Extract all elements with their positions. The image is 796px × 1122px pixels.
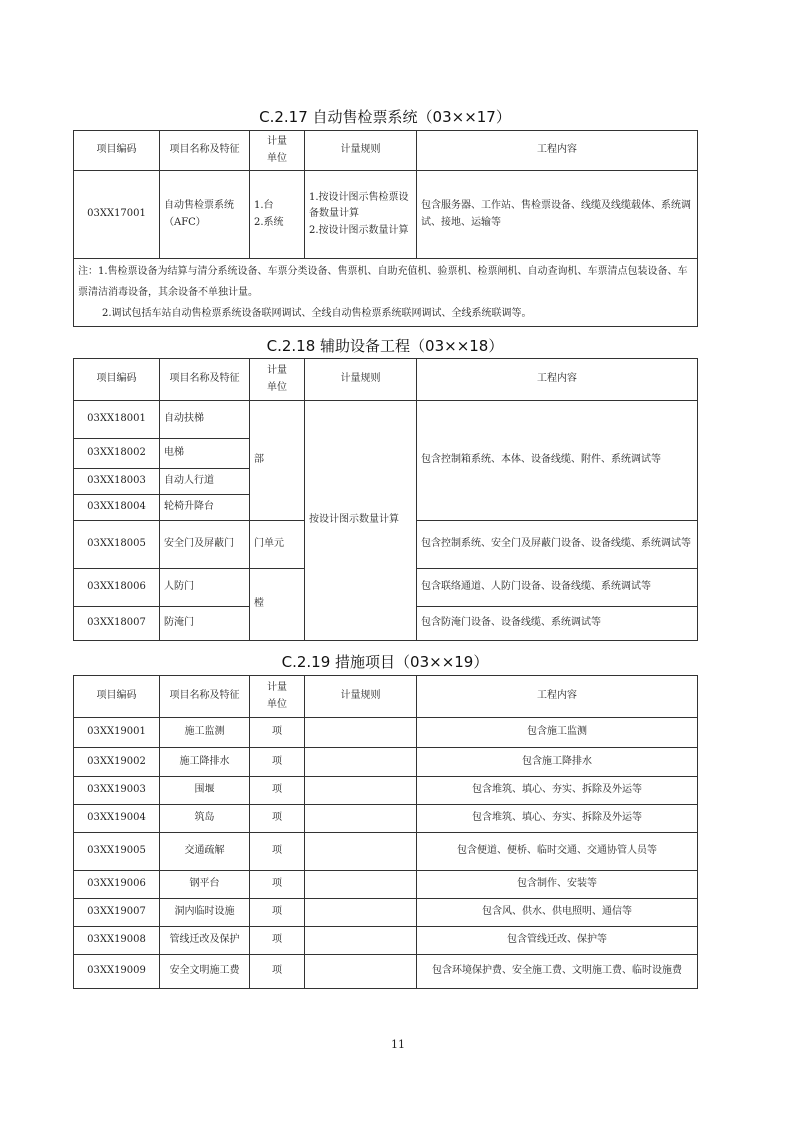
table-note-row [74,259,698,327]
row-code: 03XX19001 [74,718,160,748]
row-name: 人防门 [160,569,250,607]
row-name: 防淹门 [160,607,250,641]
page-number: 11 [391,1038,405,1051]
row-rule: 按设计图示数量计算 [305,401,417,641]
header-name: 项目名称及特征 [160,359,250,401]
section-title-c2-19: C.2.19 措施项目（03××19） [281,653,489,671]
header-rule: 计量规则 [305,131,417,171]
row-rule [305,777,417,805]
row-unit: 项 [250,833,305,871]
row-rule [305,871,417,899]
section-title-c2-17: C.2.17 自动售检票系统（03××17） [259,108,511,126]
row-content: 包含服务器、工作站、售检票设备、线缆及线缆载体、系统调试、接地、运输等 [417,171,698,259]
row-code: 03XX19005 [74,833,160,871]
row-name: 施工降排水 [160,748,250,777]
row-rule: 1.按设计图示售检票设备数量计算 2.按设计图示数量计算 [305,171,417,259]
table-row [74,805,698,833]
row-content: 包含防淹门设备、设备线缆、系统调试等 [417,607,698,641]
row-rule [305,927,417,955]
row-name: 自动售检票系统（AFC） [160,171,250,259]
table-c2-17 [73,130,698,327]
row-content: 包含堆筑、填心、夯实、拆除及外运等 [417,777,698,805]
table-row [74,748,698,777]
table-row [74,171,698,259]
row-code: 03XX17001 [74,171,160,259]
header-name: 项目名称及特征 [160,131,250,171]
row-name: 围堰 [160,777,250,805]
row-unit: 项 [250,871,305,899]
table-body [74,718,698,989]
row-content: 包含控制箱系统、本体、设备线缆、附件、系统调试等 [417,401,698,521]
row-content: 包含施工降排水 [417,748,698,777]
table-row [74,718,698,748]
row-code: 03XX19004 [74,805,160,833]
section-title-c2-18: C.2.18 辅助设备工程（03××18） [266,337,504,355]
table-row [74,777,698,805]
row-name: 自动扶梯 [160,401,250,439]
header-unit: 计量 单位 [250,676,305,718]
row-unit: 项 [250,955,305,989]
header-name: 项目名称及特征 [160,676,250,718]
row-name: 洞内临时设施 [160,899,250,927]
row-rule [305,718,417,748]
row-content: 包含控制系统、安全门及屏蔽门设备、设备线缆、系统调试等 [417,521,698,569]
row-code: 03XX19009 [74,955,160,989]
table-c2-19 [73,675,698,989]
table-row [74,899,698,927]
row-unit: 樘 [250,569,305,641]
row-name: 安全门及屏蔽门 [160,521,250,569]
header-content: 工程内容 [417,676,698,718]
header-content: 工程内容 [417,359,698,401]
row-rule [305,805,417,833]
row-code: 03XX18004 [74,495,160,521]
row-content: 包含便道、便桥、临时交通、交通协管人员等 [417,833,698,871]
row-name: 交通疏解 [160,833,250,871]
row-unit: 部 [250,401,305,521]
table-header-row [74,131,698,171]
header-unit: 计量 单位 [250,131,305,171]
table-row [74,833,698,871]
row-content: 包含联络通道、人防门设备、设备线缆、系统调试等 [417,569,698,607]
header-unit: 计量 单位 [250,359,305,401]
row-unit: 门单元 [250,521,305,569]
header-content: 工程内容 [417,131,698,171]
row-name: 安全文明施工费 [160,955,250,989]
table-row [74,871,698,899]
row-unit: 项 [250,805,305,833]
note-line-2: 2.调试包括车站自动售检票系统设备联网调试、全线自动售检票系统联网调试、全线系统联调等。 [102,308,532,319]
row-rule [305,955,417,989]
table-row [74,927,698,955]
row-code: 03XX19003 [74,777,160,805]
row-content: 包含环境保护费、安全施工费、文明施工费、临时设施费 [417,955,698,989]
row-code: 03XX18006 [74,569,160,607]
header-code: 项目编码 [74,359,160,401]
row-unit: 项 [250,927,305,955]
row-content: 包含管线迁改、保护等 [417,927,698,955]
table-row [74,401,698,439]
header-code: 项目编码 [74,676,160,718]
note-line-1: 注：1.售检票设备为结算与清分系统设备、车票分类设备、售票机、自助充值机、验票机、检票闸机、自动查询机、车票清点包装设备、车票清洁消毒设备，其余设备不单独计量。 [78,266,688,298]
header-rule: 计量规则 [305,676,417,718]
header-rule: 计量规则 [305,359,417,401]
row-code: 03XX18005 [74,521,160,569]
table-note [74,259,698,327]
row-unit: 项 [250,899,305,927]
row-code: 03XX18002 [74,439,160,469]
table-row [74,955,698,989]
row-name: 筑岛 [160,805,250,833]
row-unit: 1.台 2.系统 [250,171,305,259]
row-content: 包含风、供水、供电照明、通信等 [417,899,698,927]
row-unit: 项 [250,748,305,777]
row-content: 包含施工监测 [417,718,698,748]
row-code: 03XX19008 [74,927,160,955]
row-rule [305,899,417,927]
row-rule [305,748,417,777]
row-code: 03XX18007 [74,607,160,641]
row-name: 自动人行道 [160,469,250,495]
row-code: 03XX19007 [74,899,160,927]
row-code: 03XX19002 [74,748,160,777]
row-name: 轮椅升降台 [160,495,250,521]
row-rule [305,833,417,871]
row-content: 包含制作、安装等 [417,871,698,899]
row-name: 电梯 [160,439,250,469]
table-header-row [74,676,698,718]
row-code: 03XX19006 [74,871,160,899]
row-name: 施工监测 [160,718,250,748]
row-name: 钢平台 [160,871,250,899]
row-unit: 项 [250,718,305,748]
row-content: 包含堆筑、填心、夯实、拆除及外运等 [417,805,698,833]
table-c2-18 [73,358,698,641]
row-unit: 项 [250,777,305,805]
row-code: 03XX18003 [74,469,160,495]
row-name: 管线迁改及保护 [160,927,250,955]
row-code: 03XX18001 [74,401,160,439]
table-header-row [74,359,698,401]
header-code: 项目编码 [74,131,160,171]
